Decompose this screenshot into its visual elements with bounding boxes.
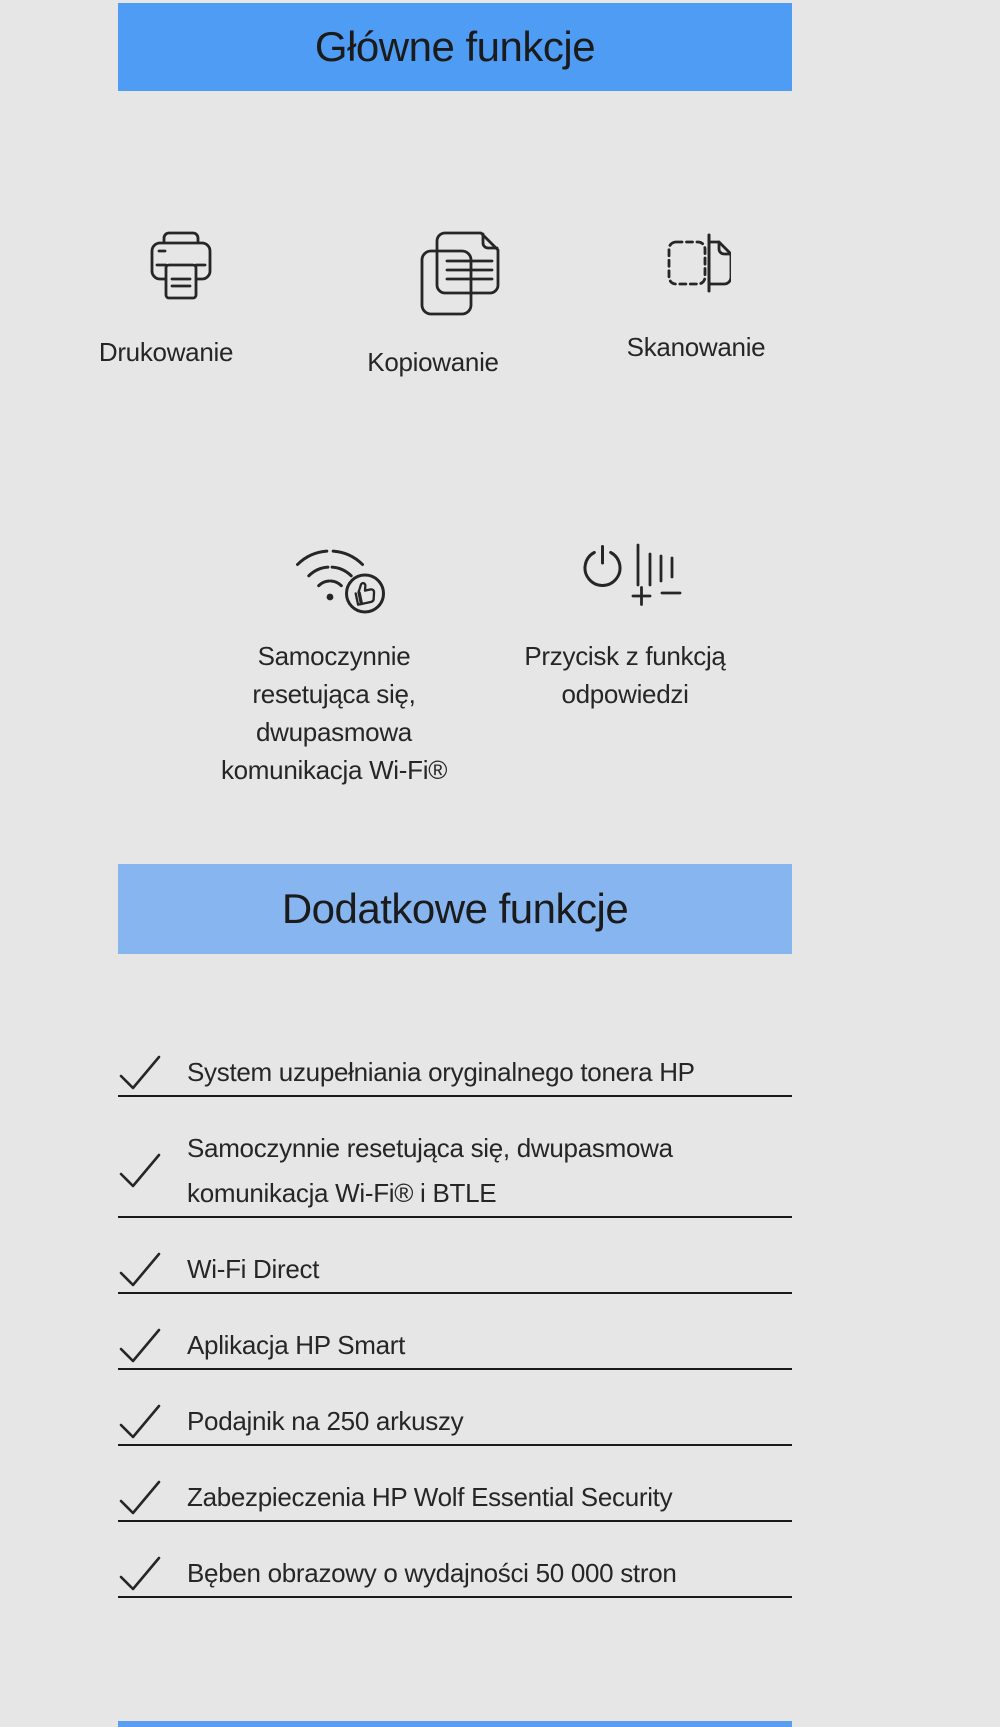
checkmark-icon — [118, 1054, 162, 1092]
feature-list-item-label: Bęben obrazowy o wydajności 50 000 stron — [187, 1558, 677, 1588]
feature-list-item — [118, 1126, 792, 1218]
wifi-reset-icon — [282, 543, 386, 615]
answer-button-icon — [583, 541, 683, 619]
feature-label-wifi-reset: Samoczynnie resetująca się, dwupasmowa komunikacja Wi-Fi® — [220, 641, 448, 785]
feature-list-item — [118, 1475, 792, 1522]
feature-list-item-label: Samoczynnie resetująca się, dwupasmowa komunikacja Wi-Fi® i BTLE — [187, 1133, 673, 1208]
feature-label-scan: Skanowanie — [626, 332, 766, 362]
checkmark-icon — [118, 1555, 162, 1593]
checkmark-icon — [118, 1152, 162, 1190]
scanner-icon — [663, 226, 731, 300]
checkmark-icon — [118, 1479, 162, 1517]
feature-list-item — [118, 1551, 792, 1598]
additional-features-title: Dodatkowe funkcje — [281, 885, 629, 932]
printer-icon — [144, 229, 218, 307]
feature-label-answer-button: Przycisk z funkcją odpowiedzi — [524, 641, 726, 709]
copier-icon — [420, 231, 504, 317]
additional-features-header — [118, 864, 792, 954]
checkmark-icon — [118, 1327, 162, 1365]
feature-list-item — [118, 1050, 792, 1097]
feature-list-item — [118, 1323, 792, 1370]
feature-list-item — [118, 1247, 792, 1294]
checkmark-icon — [118, 1403, 162, 1441]
feature-label-print: Drukowanie — [98, 337, 234, 367]
feature-list-item-label: System uzupełniania oryginalnego tonera HP — [187, 1057, 695, 1087]
next-section-band — [118, 1721, 792, 1727]
feature-label-copy: Kopiowanie — [367, 347, 499, 377]
feature-list-item-label: Podajnik na 250 arkuszy — [187, 1406, 464, 1436]
feature-list-item — [118, 1399, 792, 1446]
feature-list-item-label: Wi-Fi Direct — [187, 1254, 320, 1284]
feature-list-item-label: Aplikacja HP Smart — [187, 1330, 406, 1360]
main-features-header — [118, 3, 792, 91]
main-features-title: Główne funkcje — [314, 23, 596, 70]
feature-list-item-label: Zabezpieczenia HP Wolf Essential Security — [187, 1482, 673, 1512]
additional-features-list — [118, 1050, 792, 1627]
checkmark-icon — [118, 1251, 162, 1289]
